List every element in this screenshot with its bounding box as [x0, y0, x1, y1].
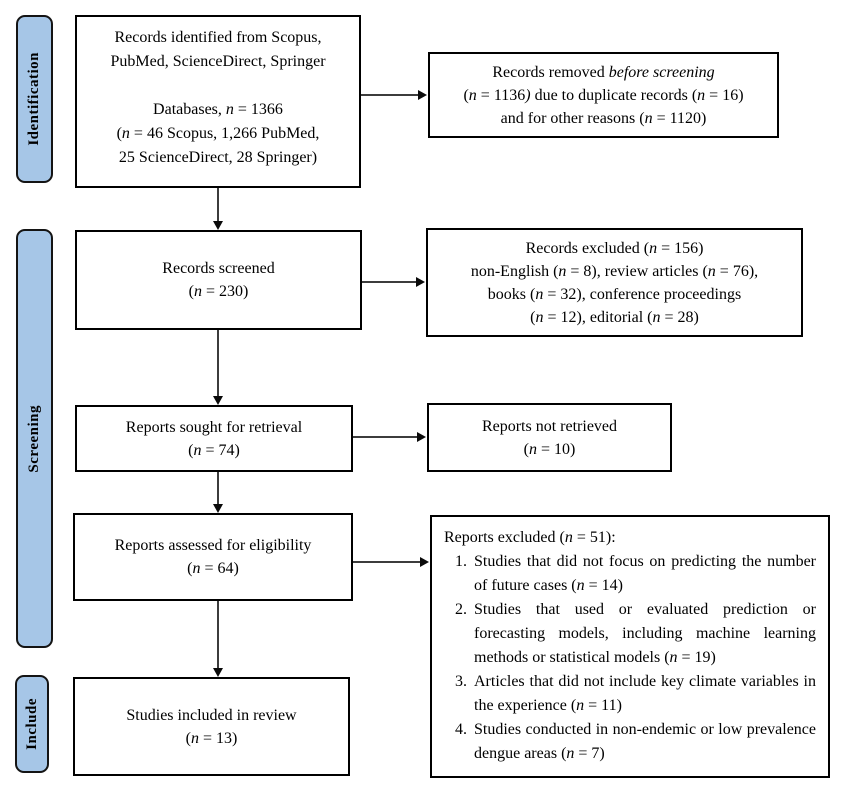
arrow-identified-to-removed: [361, 94, 419, 96]
box-reports-assessed-line: (n = 64): [187, 560, 239, 577]
box-records-excluded: [426, 228, 803, 337]
box-records-screened-line: Records screened: [162, 260, 275, 277]
box-reports-sought-line: Reports sought for retrieval: [125, 418, 303, 436]
arrow-screened-to-excluded: [362, 281, 417, 283]
box-studies-included: [73, 677, 350, 776]
box-records-identified-line: 25 ScienceDirect, 28 Springer): [118, 149, 318, 166]
box-records-removed-line: Records removed before screening: [492, 63, 715, 81]
stage-label-identification-text: Identification: [26, 52, 42, 146]
box-records-removed-line: and for other reasons (n = 1120): [500, 109, 707, 127]
box-records-excluded-line: (n = 12), editorial (n = 28): [530, 308, 699, 326]
box-reports-sought-line: (n = 74): [188, 441, 240, 459]
arrow-assessed-to-reports-excluded: [353, 561, 421, 563]
box-reports-assessed: [73, 513, 353, 601]
box-reports-sought: [75, 405, 353, 472]
box-records-identified: [75, 15, 361, 188]
box-records-identified-line: Databases, n = 1366: [153, 101, 283, 118]
box-records-screened: [75, 230, 362, 330]
stage-label-screening: [16, 229, 53, 648]
box-records-identified-line: [82, 74, 354, 98]
box-studies-included-line: (n = 13): [185, 729, 238, 747]
arrow-assessed-to-included: [217, 601, 219, 669]
box-records-screened-line: (n = 230): [188, 283, 249, 300]
box-reports-excluded-heading: Reports excluded (n = 51):: [444, 529, 616, 546]
reports-excluded-reason: 2. Studies that used or evaluated prediction or forecasting models, including machine learning methods or statistical models (n = 19): [471, 598, 816, 670]
arrow-identified-to-screened: [217, 188, 219, 222]
box-records-excluded-line: books (n = 32), conference proceedings: [487, 285, 742, 303]
box-reports-not-retrieved-line: Reports not retrieved: [481, 417, 618, 435]
box-records-removed-line: (n = 1136) due to duplicate records (n = 16): [463, 86, 744, 104]
arrow-sought-to-assessed: [217, 472, 219, 505]
box-reports-assessed-line: Reports assessed for eligibility: [114, 537, 312, 554]
box-records-identified-line: Records identified from Scopus,: [114, 29, 322, 46]
stage-label-screening-text: Screening: [26, 404, 42, 473]
arrow-sought-to-not-retrieved: [353, 436, 418, 438]
reports-excluded-reason: 4. Studies conducted in non-endemic or low prevalence dengue areas (n = 7): [471, 718, 816, 766]
box-records-identified-line: PubMed, ScienceDirect, Springer: [110, 53, 326, 70]
box-records-excluded-line: Records excluded (n = 156): [525, 239, 704, 257]
reports-excluded-reason: 1. Studies that did not focus on predicting the number of future cases (n = 14): [471, 550, 816, 598]
box-records-removed: [428, 52, 779, 138]
arrow-screened-to-sought: [217, 330, 219, 397]
box-records-identified-line: (n = 46 Scopus, 1,266 PubMed,: [116, 125, 320, 142]
box-reports-not-retrieved-line: (n = 10): [523, 440, 576, 458]
box-reports-not-retrieved: [427, 403, 672, 472]
box-records-excluded-line: non-English (n = 8), review articles (n = 76),: [470, 262, 759, 280]
reports-excluded-reason: 3. Articles that did not include key climate variables in the experience (n = 11): [471, 670, 816, 718]
box-studies-included-line: Studies included in review: [126, 706, 297, 724]
stage-label-include: [15, 675, 49, 773]
stage-label-identification: [16, 15, 53, 183]
reports-excluded-reason-list: [444, 550, 816, 766]
stage-label-include-text: Include: [23, 698, 40, 750]
box-reports-excluded: [430, 515, 830, 778]
